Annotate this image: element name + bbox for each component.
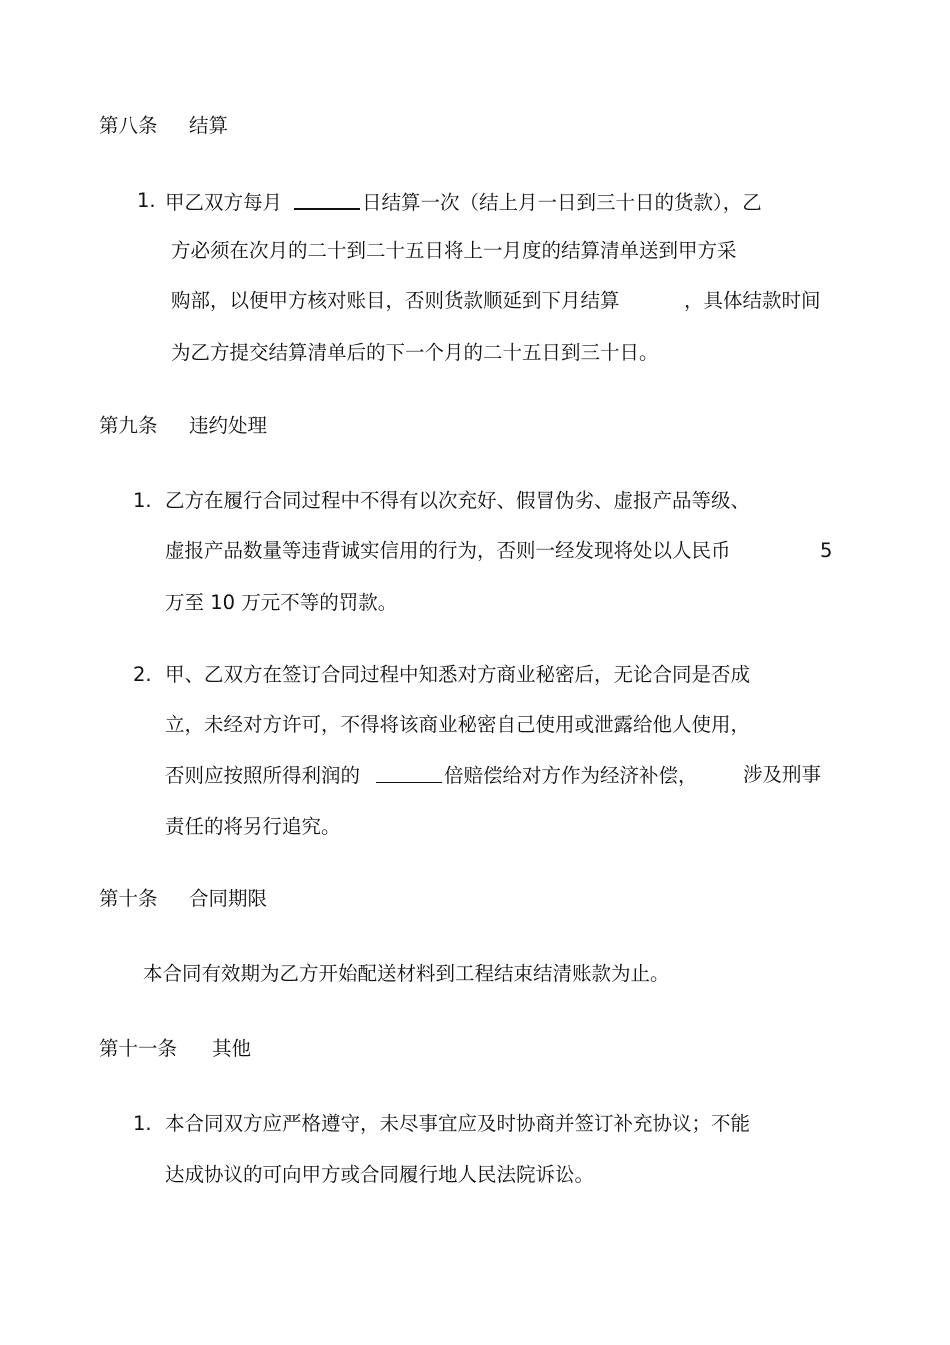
- s9-item2-line3a: 否则应按照所得利润的 倍赔偿给对方作为经济补偿，: [165, 764, 698, 787]
- section-10-title: 合同期限: [189, 887, 268, 910]
- s8-item1-line3a: 购部，以便甲方核对账目，否则货款顺延到下月结算: [171, 289, 620, 312]
- s9-item2-number: 2.: [133, 663, 152, 686]
- section-8-heading: 第八条: [99, 114, 158, 137]
- s9-item1-line3: 万至 10 万元不等的罚款。: [165, 591, 398, 614]
- s11-item1-number: 1.: [133, 1112, 152, 1135]
- section-11-heading: 第十一条: [99, 1037, 178, 1060]
- section-9-title: 违约处理: [189, 414, 268, 437]
- s9-item2-line2: 立，未经对方许可，不得将该商业秘密自己使用或泄露给他人使用，: [165, 713, 751, 736]
- compensation-multiple-blank: [376, 762, 442, 783]
- s9-item2-line1: 甲、乙双方在签订合同过程中知悉对方商业秘密后，无论合同是否成: [165, 663, 751, 686]
- section-8-title: 结算: [189, 114, 229, 137]
- s11-item1-line1: 本合同双方应严格遵守，未尽事宜应及时协商并签订补充协议；不能: [165, 1112, 751, 1135]
- section-9-heading: 第九条: [99, 414, 158, 437]
- s9-item1-line2a: 虚报产品数量等违背诚实信用的行为，否则一经发现将处以人民币: [165, 539, 731, 562]
- s8-item1-line1: 甲乙双方每月 日结算一次（结上月一日到三十日的货款），乙: [165, 188, 762, 216]
- s9-item1-number: 1.: [133, 489, 152, 512]
- s9-item2-line4: 责任的将另行追究。: [165, 815, 341, 838]
- s8-item1-line4: 为乙方提交结算清单后的下一个月的二十五日到三十日。: [171, 341, 659, 364]
- s8-item1-line2: 方必须在次月的二十到二十五日将上一月度的结算清单送到甲方采: [171, 239, 737, 262]
- s10-paragraph: 本合同有效期为乙方开始配送材料到工程结束结清账款为止。: [143, 962, 670, 985]
- s9-item2-line3b: 涉及刑事: [743, 763, 822, 786]
- section-11-title: 其他: [212, 1037, 252, 1060]
- s9-item1-line2b: 5: [820, 539, 833, 562]
- s8-item1-line3b: ，具体结款时间: [684, 289, 821, 312]
- section-10-heading: 第十条: [99, 887, 158, 910]
- settlement-day-blank: [294, 188, 360, 210]
- s11-item1-line2: 达成协议的可向甲方或合同履行地人民法院诉讼。: [165, 1163, 595, 1186]
- s9-item1-line1: 乙方在履行合同过程中不得有以次充好、假冒伪劣、虚报产品等级、: [165, 489, 751, 512]
- s8-item1-number: 1.: [137, 189, 156, 212]
